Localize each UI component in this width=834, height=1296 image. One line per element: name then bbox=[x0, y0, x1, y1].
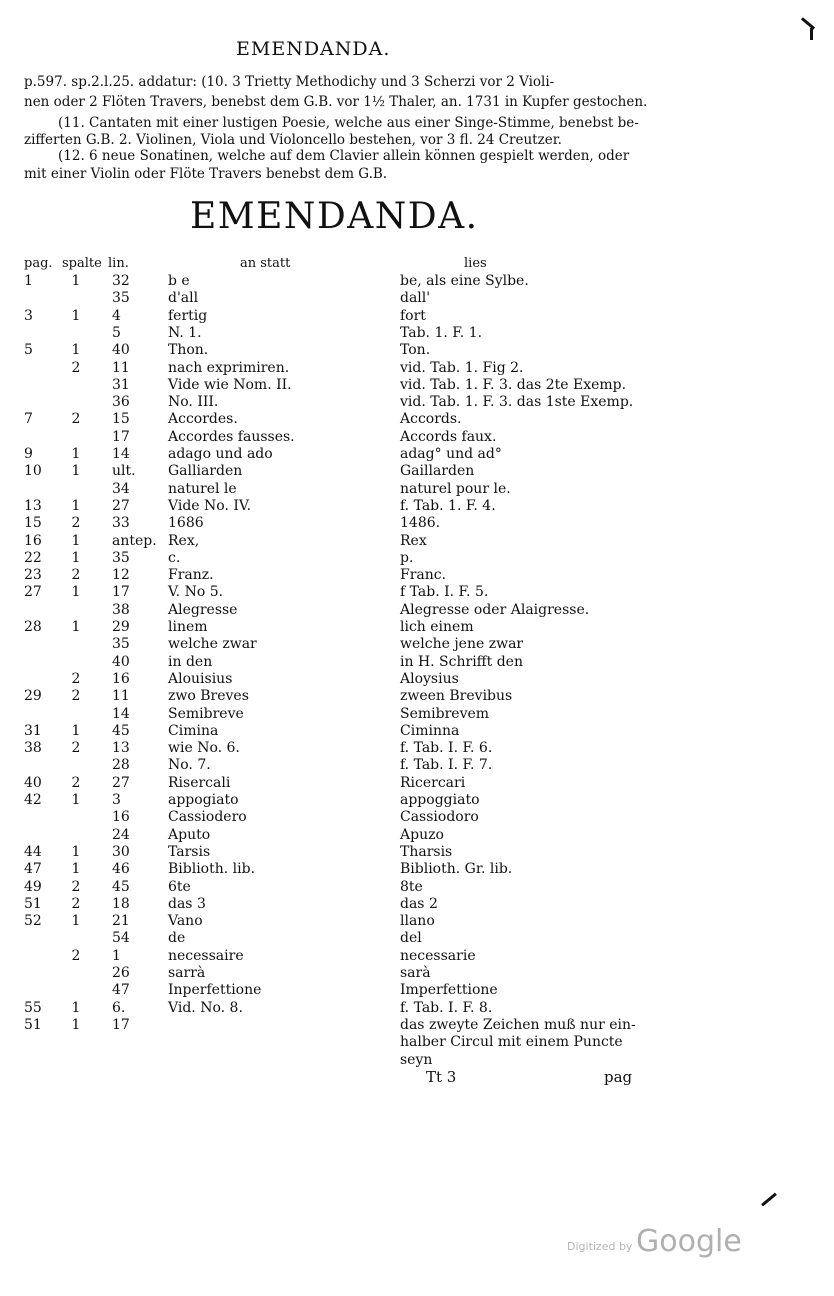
row-lies: f Tab. I. F. 5. bbox=[400, 584, 489, 601]
row-lies: zween Brevibus bbox=[400, 688, 513, 705]
row-lin: 33 bbox=[112, 515, 130, 532]
row-pag: 1 bbox=[24, 273, 33, 289]
row-lin: 32 bbox=[112, 273, 130, 289]
errata-row bbox=[0, 671, 834, 688]
row-an-statt: de bbox=[168, 930, 186, 947]
errata-row bbox=[0, 636, 834, 653]
errata-row bbox=[0, 567, 834, 584]
row-spalte: 1 bbox=[71, 843, 81, 860]
row-lin: 45 bbox=[112, 878, 130, 895]
row-lies: das zweyte Zeichen muß nur ein- bbox=[400, 1016, 636, 1033]
row-spalte: 2 bbox=[71, 878, 81, 895]
row-pag: 29 bbox=[24, 688, 42, 705]
row-an-statt: Aputo bbox=[168, 826, 211, 843]
row-an-statt: das 3 bbox=[168, 895, 206, 912]
row-spalte: 1 bbox=[71, 549, 81, 566]
row-an-statt: Vide No. IV. bbox=[168, 497, 252, 514]
row-spalte: 2 bbox=[71, 688, 81, 705]
watermark-logo: Google bbox=[636, 1224, 742, 1259]
addendum-line: mit einer Violin oder Flöte Travers benebst dem G.B. bbox=[24, 166, 388, 182]
row-lin: 54 bbox=[112, 930, 130, 947]
errata-row bbox=[0, 965, 834, 982]
row-lin: 27 bbox=[112, 774, 130, 791]
row-lies: Semibrevem bbox=[400, 705, 490, 722]
row-lies: welche jene zwar bbox=[400, 636, 524, 653]
errata-row bbox=[0, 550, 834, 567]
row-spalte: 1 bbox=[71, 497, 81, 514]
row-spalte: 2 bbox=[71, 895, 81, 912]
row-lies: Ton. bbox=[400, 342, 431, 359]
row-pag: 55 bbox=[24, 999, 42, 1016]
row-lin: 21 bbox=[112, 913, 130, 930]
row-an-statt: Tarsis bbox=[168, 843, 211, 860]
row-lies: Tab. 1. F. 1. bbox=[400, 324, 483, 341]
errata-row bbox=[0, 861, 834, 878]
row-an-statt: Accordes fausses. bbox=[168, 428, 295, 445]
row-spalte: 2 bbox=[71, 359, 81, 376]
row-lies: Tharsis bbox=[400, 843, 453, 860]
row-spalte: 2 bbox=[71, 670, 81, 687]
addendum-line: p.597. sp.2.l.25. addatur: (10. 3 Trietty Methodichy und 3 Scherzi vor 2 Violi- bbox=[24, 74, 555, 90]
errata-row bbox=[0, 930, 834, 947]
row-pag: 51 bbox=[24, 1016, 42, 1033]
row-an-statt: Cassiodero bbox=[168, 809, 247, 826]
row-lies: in H. Schrifft den bbox=[400, 653, 523, 670]
row-an-statt: N. 1. bbox=[168, 324, 202, 341]
corner-mark bbox=[761, 1193, 777, 1207]
errata-row bbox=[0, 982, 834, 999]
row-spalte: 1 bbox=[71, 861, 81, 878]
row-lies: fort bbox=[400, 307, 426, 324]
row-pag: 52 bbox=[24, 913, 42, 930]
row-lies: Rex bbox=[400, 532, 427, 549]
row-lin: 16 bbox=[112, 670, 130, 687]
row-spalte: 1 bbox=[71, 1016, 81, 1033]
row-lin: 36 bbox=[112, 394, 130, 411]
row-lin: 35 bbox=[112, 290, 130, 307]
row-pag: 51 bbox=[24, 895, 42, 912]
row-an-statt: zwo Breves bbox=[168, 688, 249, 705]
row-lin: 5 bbox=[112, 324, 121, 341]
row-an-statt: fertig bbox=[168, 307, 208, 324]
row-lies: f. Tab. I. F. 6. bbox=[400, 740, 493, 757]
row-lin: 38 bbox=[112, 601, 130, 618]
row-lies: dall' bbox=[400, 290, 431, 307]
row-lies: f. Tab. I. F. 8. bbox=[400, 999, 493, 1016]
header-spalte: spalte bbox=[62, 256, 102, 271]
row-an-statt: appogiato bbox=[168, 792, 239, 808]
row-pag: 7 bbox=[24, 411, 33, 428]
row-an-statt: c. bbox=[168, 549, 181, 566]
errata-row bbox=[0, 290, 834, 307]
errata-row bbox=[0, 584, 834, 601]
row-spalte: 1 bbox=[71, 913, 81, 930]
row-spalte: 2 bbox=[71, 740, 81, 757]
errata-row bbox=[0, 827, 834, 844]
row-lies: seyn bbox=[400, 1051, 433, 1068]
row-lies: appoggiato bbox=[400, 792, 480, 808]
errata-row bbox=[0, 757, 834, 774]
row-lies: Alegresse oder Alaigresse. bbox=[400, 601, 590, 618]
row-lin: 11 bbox=[112, 359, 130, 376]
row-an-statt: Cimina bbox=[168, 722, 219, 739]
row-pag: 9 bbox=[24, 446, 33, 462]
row-lin: 34 bbox=[112, 480, 130, 497]
row-an-statt: sarrà bbox=[168, 965, 206, 981]
row-spalte: 1 bbox=[71, 999, 81, 1016]
row-spalte: 2 bbox=[71, 947, 81, 964]
errata-row bbox=[0, 1017, 834, 1034]
row-an-statt: nach exprimiren. bbox=[168, 359, 290, 376]
row-lin: 30 bbox=[112, 843, 130, 860]
row-an-statt: Thon. bbox=[168, 342, 209, 359]
row-an-statt: in den bbox=[168, 653, 213, 670]
errata-row bbox=[0, 429, 834, 446]
row-lies: Accords. bbox=[400, 411, 462, 428]
row-lies: vid. Tab. 1. F. 3. das 1ste Exemp. bbox=[400, 394, 634, 411]
row-an-statt: 1686 bbox=[168, 515, 204, 532]
addendum-line: (12. 6 neue Sonatinen, welche auf dem Clavier allein können gespielt werden, oder bbox=[58, 148, 630, 164]
row-an-statt: linem bbox=[168, 619, 208, 635]
row-spalte: 1 bbox=[71, 532, 81, 549]
row-spalte: 1 bbox=[71, 342, 81, 359]
row-an-statt: Alegresse bbox=[168, 601, 238, 618]
row-lies: Cassiodoro bbox=[400, 809, 479, 826]
row-an-statt: V. No 5. bbox=[168, 584, 224, 601]
header-pag: pag. bbox=[24, 256, 53, 271]
row-lin: 6. bbox=[112, 999, 126, 1016]
errata-row bbox=[0, 913, 834, 930]
row-an-statt: Inperfettione bbox=[168, 982, 262, 999]
addendum-line: (11. Cantaten mit einer lustigen Poesie, welche aus einer Singe-Stimme, benebst be- bbox=[58, 115, 639, 131]
row-an-statt: No. 7. bbox=[168, 757, 211, 774]
running-head: EMENDANDA. bbox=[236, 38, 391, 60]
row-pag: 16 bbox=[24, 532, 42, 549]
errata-row bbox=[0, 463, 834, 480]
row-pag: 3 bbox=[24, 307, 33, 324]
row-lies: Accords faux. bbox=[400, 428, 497, 445]
row-lin: 17 bbox=[112, 1016, 130, 1033]
errata-row bbox=[0, 515, 834, 532]
row-lies: adag° und ad° bbox=[400, 446, 502, 462]
row-lin: 1 bbox=[112, 947, 121, 964]
row-spalte: 1 bbox=[71, 307, 81, 324]
errata-row bbox=[0, 1000, 834, 1017]
section-title: EMENDANDA. bbox=[190, 196, 479, 237]
row-an-statt: Alouisius bbox=[168, 670, 233, 687]
row-an-statt: Galliarden bbox=[168, 463, 243, 480]
row-pag: 15 bbox=[24, 515, 42, 532]
row-lin: 28 bbox=[112, 757, 130, 774]
row-spalte: 1 bbox=[71, 584, 81, 601]
row-lin: 15 bbox=[112, 411, 130, 428]
row-lies: naturel pour le. bbox=[400, 480, 511, 497]
row-lin: 14 bbox=[112, 446, 130, 462]
errata-row bbox=[0, 619, 834, 636]
watermark-prefix: Digitized by bbox=[567, 1240, 633, 1253]
errata-row bbox=[0, 879, 834, 896]
row-lies: f. Tab. I. F. 7. bbox=[400, 757, 493, 774]
row-lies: llano bbox=[400, 913, 435, 930]
errata-row bbox=[0, 394, 834, 411]
row-lies: Biblioth. Gr. lib. bbox=[400, 861, 513, 878]
row-spalte: 1 bbox=[71, 722, 81, 739]
row-spalte: 1 bbox=[71, 446, 81, 462]
errata-row bbox=[0, 723, 834, 740]
corner-mark bbox=[810, 28, 813, 40]
row-pag: 27 bbox=[24, 584, 42, 601]
row-an-statt: Accordes. bbox=[168, 411, 238, 428]
row-pag: 38 bbox=[24, 740, 42, 757]
errata-row bbox=[0, 533, 834, 550]
row-an-statt: Vano bbox=[168, 913, 203, 930]
row-lies: Apuzo bbox=[400, 826, 444, 843]
row-lin: 17 bbox=[112, 584, 130, 601]
row-an-statt: wie No. 6. bbox=[168, 740, 240, 757]
row-lies: das 2 bbox=[400, 895, 438, 912]
row-lin: antep. bbox=[112, 532, 157, 549]
row-lin: 45 bbox=[112, 722, 130, 739]
errata-row bbox=[0, 360, 834, 377]
row-spalte: 1 bbox=[71, 619, 81, 635]
errata-row bbox=[0, 948, 834, 965]
row-an-statt: No. III. bbox=[168, 394, 219, 411]
row-an-statt: 6te bbox=[168, 878, 191, 895]
header-lin: lin. bbox=[108, 256, 129, 271]
row-lies: f. Tab. 1. F. 4. bbox=[400, 497, 496, 514]
errata-row bbox=[0, 377, 834, 394]
row-an-statt: necessaire bbox=[168, 947, 244, 964]
row-an-statt: Vide wie Nom. II. bbox=[168, 376, 292, 393]
row-lin: 12 bbox=[112, 567, 130, 584]
row-spalte: 1 bbox=[71, 273, 81, 289]
errata-row bbox=[0, 411, 834, 428]
row-pag: 22 bbox=[24, 549, 42, 566]
row-lies: p. bbox=[400, 549, 414, 566]
row-lies: Ciminna bbox=[400, 722, 460, 739]
row-spalte: 2 bbox=[71, 411, 81, 428]
row-lin: 46 bbox=[112, 861, 130, 878]
row-pag: 28 bbox=[24, 619, 42, 635]
row-an-statt: Risercali bbox=[168, 774, 231, 791]
row-pag: 42 bbox=[24, 792, 42, 808]
row-lin: 4 bbox=[112, 307, 121, 324]
row-lies: vid. Tab. 1. Fig 2. bbox=[400, 359, 524, 376]
row-spalte: 1 bbox=[71, 792, 81, 808]
errata-row bbox=[0, 1052, 834, 1069]
row-lin: ult. bbox=[112, 463, 136, 480]
errata-row bbox=[0, 273, 834, 290]
row-pag: 44 bbox=[24, 843, 42, 860]
errata-row bbox=[0, 688, 834, 705]
header-an-statt: an statt bbox=[240, 256, 291, 271]
addendum-line: zifferten G.B. 2. Violinen, Viola und Violoncello bestehen, vor 3 fl. 24 Creutzer. bbox=[24, 132, 562, 148]
errata-row bbox=[0, 602, 834, 619]
row-lies: Franc. bbox=[400, 567, 447, 584]
header-lies: lies bbox=[464, 256, 487, 271]
row-pag: 5 bbox=[24, 342, 33, 359]
row-spalte: 2 bbox=[71, 774, 81, 791]
row-lies: del bbox=[400, 930, 422, 947]
row-an-statt: naturel le bbox=[168, 480, 237, 497]
row-pag: 23 bbox=[24, 567, 42, 584]
row-lies: Aloysius bbox=[400, 670, 459, 687]
row-an-statt: d'all bbox=[168, 290, 199, 307]
row-lies: halber Circul mit einem Puncte bbox=[400, 1034, 623, 1051]
row-spalte: 2 bbox=[71, 567, 81, 584]
row-pag: 49 bbox=[24, 878, 42, 895]
row-lin: 40 bbox=[112, 653, 130, 670]
errata-row bbox=[0, 775, 834, 792]
row-lin: 29 bbox=[112, 619, 130, 635]
row-lies: sarà bbox=[400, 965, 431, 981]
errata-row bbox=[0, 481, 834, 498]
errata-row bbox=[0, 308, 834, 325]
row-an-statt: Vid. No. 8. bbox=[168, 999, 243, 1016]
signature-mark: Tt 3 bbox=[426, 1068, 457, 1086]
row-lies: Ricercari bbox=[400, 774, 466, 791]
row-an-statt: Biblioth. lib. bbox=[168, 861, 256, 878]
row-lin: 14 bbox=[112, 705, 130, 722]
row-lies: necessarie bbox=[400, 947, 476, 964]
catchword: pag bbox=[604, 1068, 633, 1086]
errata-row bbox=[0, 792, 834, 809]
row-lin: 47 bbox=[112, 982, 130, 999]
errata-row bbox=[0, 1034, 834, 1051]
row-lin: 13 bbox=[112, 740, 130, 757]
errata-row bbox=[0, 809, 834, 826]
row-lin: 17 bbox=[112, 428, 130, 445]
row-lin: 35 bbox=[112, 549, 130, 566]
row-lin: 40 bbox=[112, 342, 130, 359]
row-lin: 18 bbox=[112, 895, 130, 912]
row-pag: 47 bbox=[24, 861, 42, 878]
row-lies: Imperfettione bbox=[400, 982, 498, 999]
row-lies: vid. Tab. 1. F. 3. das 2te Exemp. bbox=[400, 376, 627, 393]
row-lin: 27 bbox=[112, 497, 130, 514]
row-an-statt: welche zwar bbox=[168, 636, 257, 653]
row-an-statt: Franz. bbox=[168, 567, 214, 584]
row-lin: 26 bbox=[112, 965, 130, 981]
row-lies: Gaillarden bbox=[400, 463, 475, 480]
addendum-line: nen oder 2 Flöten Travers, benebst dem G.B. vor 1½ Thaler, an. 1731 in Kupfer gestochen. bbox=[24, 94, 648, 110]
errata-row bbox=[0, 325, 834, 342]
errata-row bbox=[0, 342, 834, 359]
row-pag: 31 bbox=[24, 722, 42, 739]
row-lin: 16 bbox=[112, 809, 130, 826]
row-an-statt: Semibreve bbox=[168, 705, 244, 722]
row-lin: 35 bbox=[112, 636, 130, 653]
row-lin: 31 bbox=[112, 376, 130, 393]
row-lies: be, als eine Sylbe. bbox=[400, 273, 529, 289]
row-spalte: 2 bbox=[71, 515, 81, 532]
row-lin: 3 bbox=[112, 792, 121, 808]
row-lin: 11 bbox=[112, 688, 130, 705]
errata-row bbox=[0, 740, 834, 757]
row-pag: 13 bbox=[24, 497, 42, 514]
errata-row bbox=[0, 844, 834, 861]
row-lies: 1486. bbox=[400, 515, 441, 532]
row-spalte: 1 bbox=[71, 463, 81, 480]
errata-row bbox=[0, 446, 834, 463]
row-pag: 40 bbox=[24, 774, 42, 791]
errata-row bbox=[0, 706, 834, 723]
errata-row bbox=[0, 498, 834, 515]
row-lin: 24 bbox=[112, 826, 130, 843]
row-lies: lich einem bbox=[400, 619, 474, 635]
row-an-statt: b e bbox=[168, 273, 190, 289]
errata-row bbox=[0, 654, 834, 671]
errata-row bbox=[0, 896, 834, 913]
row-lies: 8te bbox=[400, 878, 423, 895]
row-pag: 10 bbox=[24, 463, 42, 480]
row-an-statt: Rex, bbox=[168, 532, 200, 549]
row-an-statt: adago und ado bbox=[168, 446, 273, 462]
